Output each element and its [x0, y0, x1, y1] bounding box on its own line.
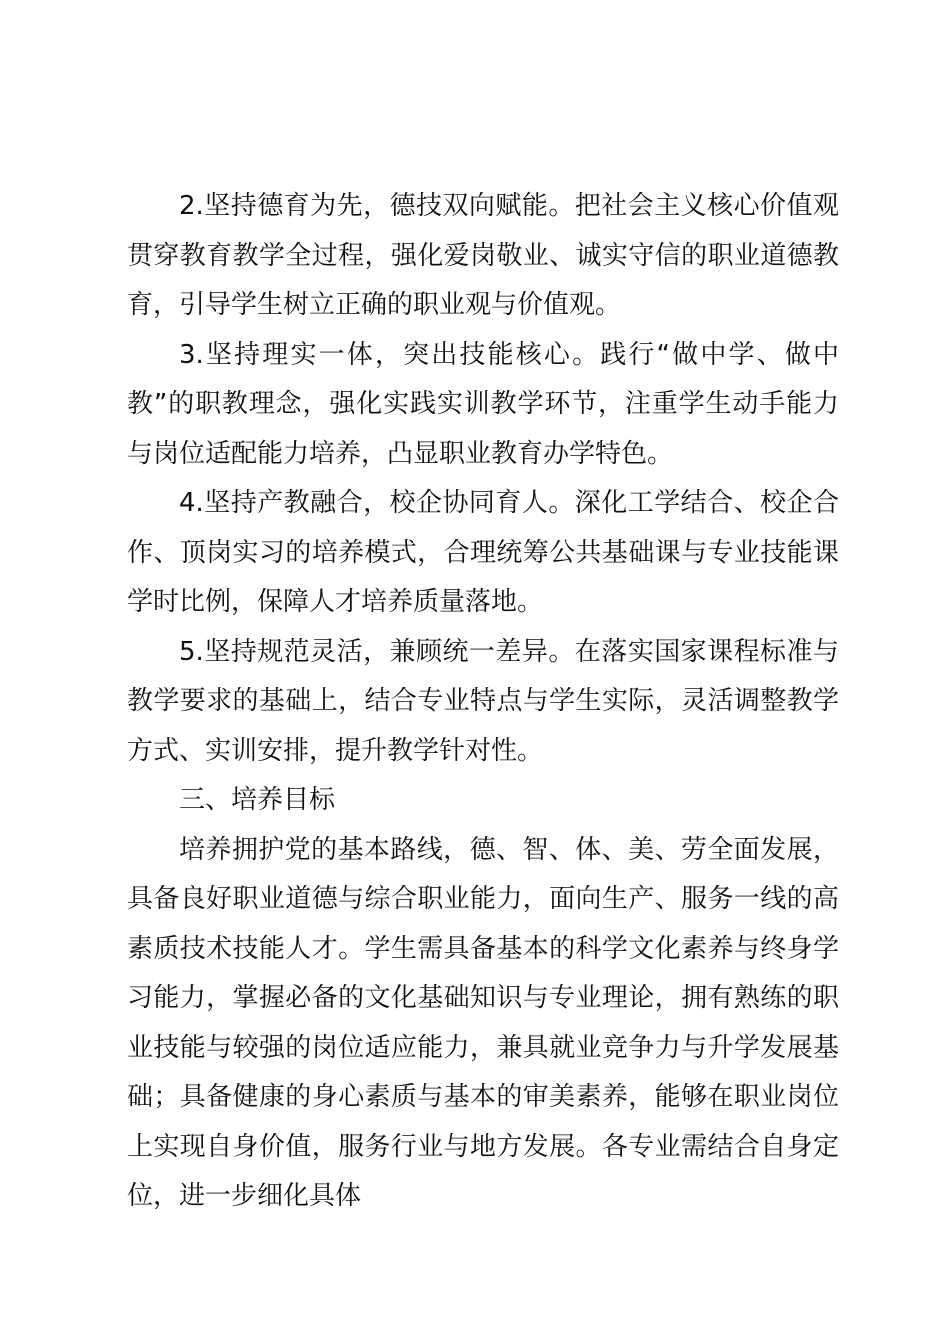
section-heading: 三、培养目标 [179, 785, 336, 815]
paragraph-principle-2: 2.坚持德育为先，德技双向赋能。把社会主义核心价值观贯穿教育教学全过程，强化爱岗敬业、诚实守信的职业道德教育，引导学生树立正确的职业观与价值观。 [127, 191, 839, 320]
section-body-paragraph: 培养拥护党的基本路线，德、智、体、美、劳全面发展，具备良好职业道德与综合职业能力，面向生产、服务一线的高素质技术技能人才。学生需具备基本的科学文化素养与终身学习能力，掌握必备的文化基础知识与专业理论，拥有熟练的职业技能与较强的岗位适应能力，兼具就业竞争力与升学发展基础；具备健康的身心素质与基本的审美素养，能够在职业岗位上实现自身价值，服务行业与地方发展。各专业需结合自身定位，进一步细化具体 [127, 834, 839, 1211]
paragraph-principle-3: 3.坚持理实一体，突出技能核心。践行“做中学、做中教”的职教理念，强化实践实训教学环节，注重学生动手能力与岗位适配能力培养，凸显职业教育办学特色。 [127, 339, 839, 469]
document-body [127, 182, 839, 1222]
paragraph-principle-4: 4.坚持产教融合，校企协同育人。深化工学结合、校企合作、顶岗实习的培养模式，合理统筹公共基础课与专业技能课学时比例，保障人才培养质量落地。 [127, 488, 839, 617]
paragraph-principle-5: 5.坚持规范灵活，兼顾统一差异。在落实国家课程标准与教学要求的基础上，结合专业特点与学生实际，灵活调整教学方式、实训安排，提升教学针对性。 [127, 636, 839, 766]
